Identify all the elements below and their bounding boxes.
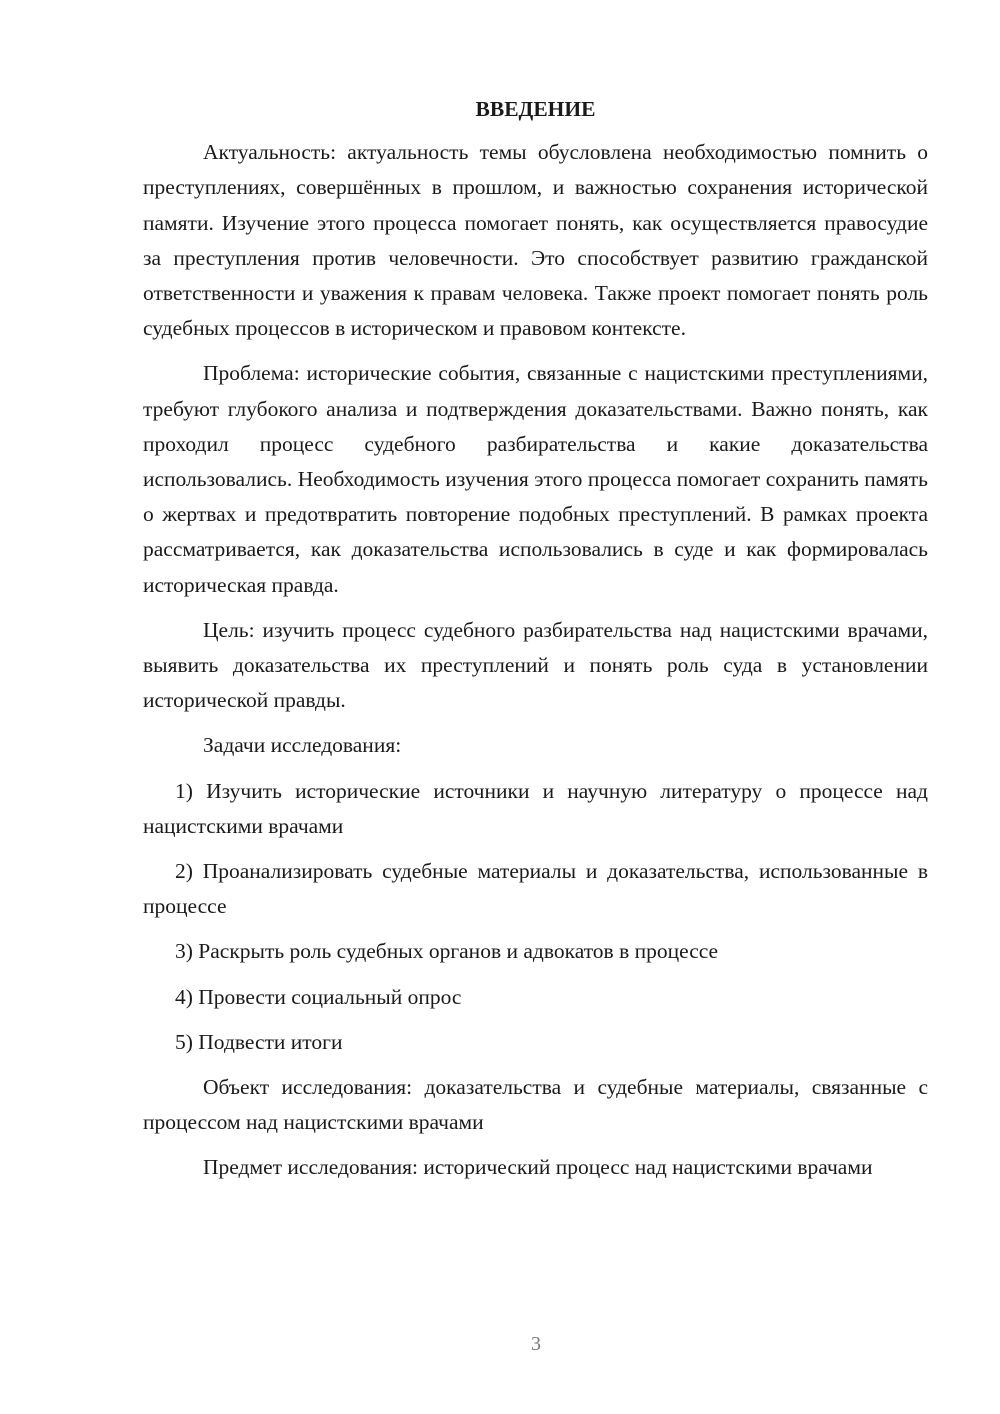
page-title: ВВЕДЕНИЕ xyxy=(475,97,596,121)
document-page xyxy=(143,92,928,1196)
relevance-paragraph: Актуальность: актуальность темы обусловлена необходимостью помнить о преступлениях, совершённых в прошлом, и важностью сохранения исторической памяти. Изучение этого процесса помогает понять, как осуществляется правосудие за преступления против человечности. Это способствует развитию гражданской ответственности и уважения к правам человека. Также проект помогает понять роль судебных процессов в историческом и правовом контексте. xyxy=(143,140,928,341)
object-paragraph: Объект исследования: доказательства и судебные материалы, связанные с процессом над нацистскими врачами xyxy=(143,1075,928,1135)
task-item: 5) Подвести итоги xyxy=(175,1029,343,1054)
problem-paragraph: Проблема: исторические события, связанные с нацистскими преступлениями, требуют глубокого анализа и подтверждения доказательствами. Важно понять, как проходил процесс судебного разбирательства и какие доказательства использовались. Необходимость изучения этого процесса помогает сохранить память о жертвах и предотвратить повторение подобных преступлений. В рамках проекта рассматривается, как доказательства использовались в суде и как формировалась историческая правда. xyxy=(143,361,928,597)
task-item: 4) Провести социальный опрос xyxy=(175,984,462,1009)
task-item: 2) Проанализировать судебные материалы и доказательства, использованные в процессе xyxy=(143,859,928,919)
task-item: 1) Изучить исторические источники и научную литературу о процессе над нацистскими врачами xyxy=(143,778,928,838)
goal-paragraph: Цель: изучить процесс судебного разбирательства над нацистскими врачами, выявить доказательства их преступлений и понять роль суда в установлении исторической правды. xyxy=(143,617,928,713)
task-item: 3) Раскрыть роль судебных органов и адвокатов в процессе xyxy=(175,939,719,964)
subject-paragraph: Предмет исследования: исторический процесс над нацистскими врачами xyxy=(203,1155,873,1180)
page-number: 3 xyxy=(531,1333,541,1355)
tasks-heading: Задачи исследования: xyxy=(203,733,402,758)
